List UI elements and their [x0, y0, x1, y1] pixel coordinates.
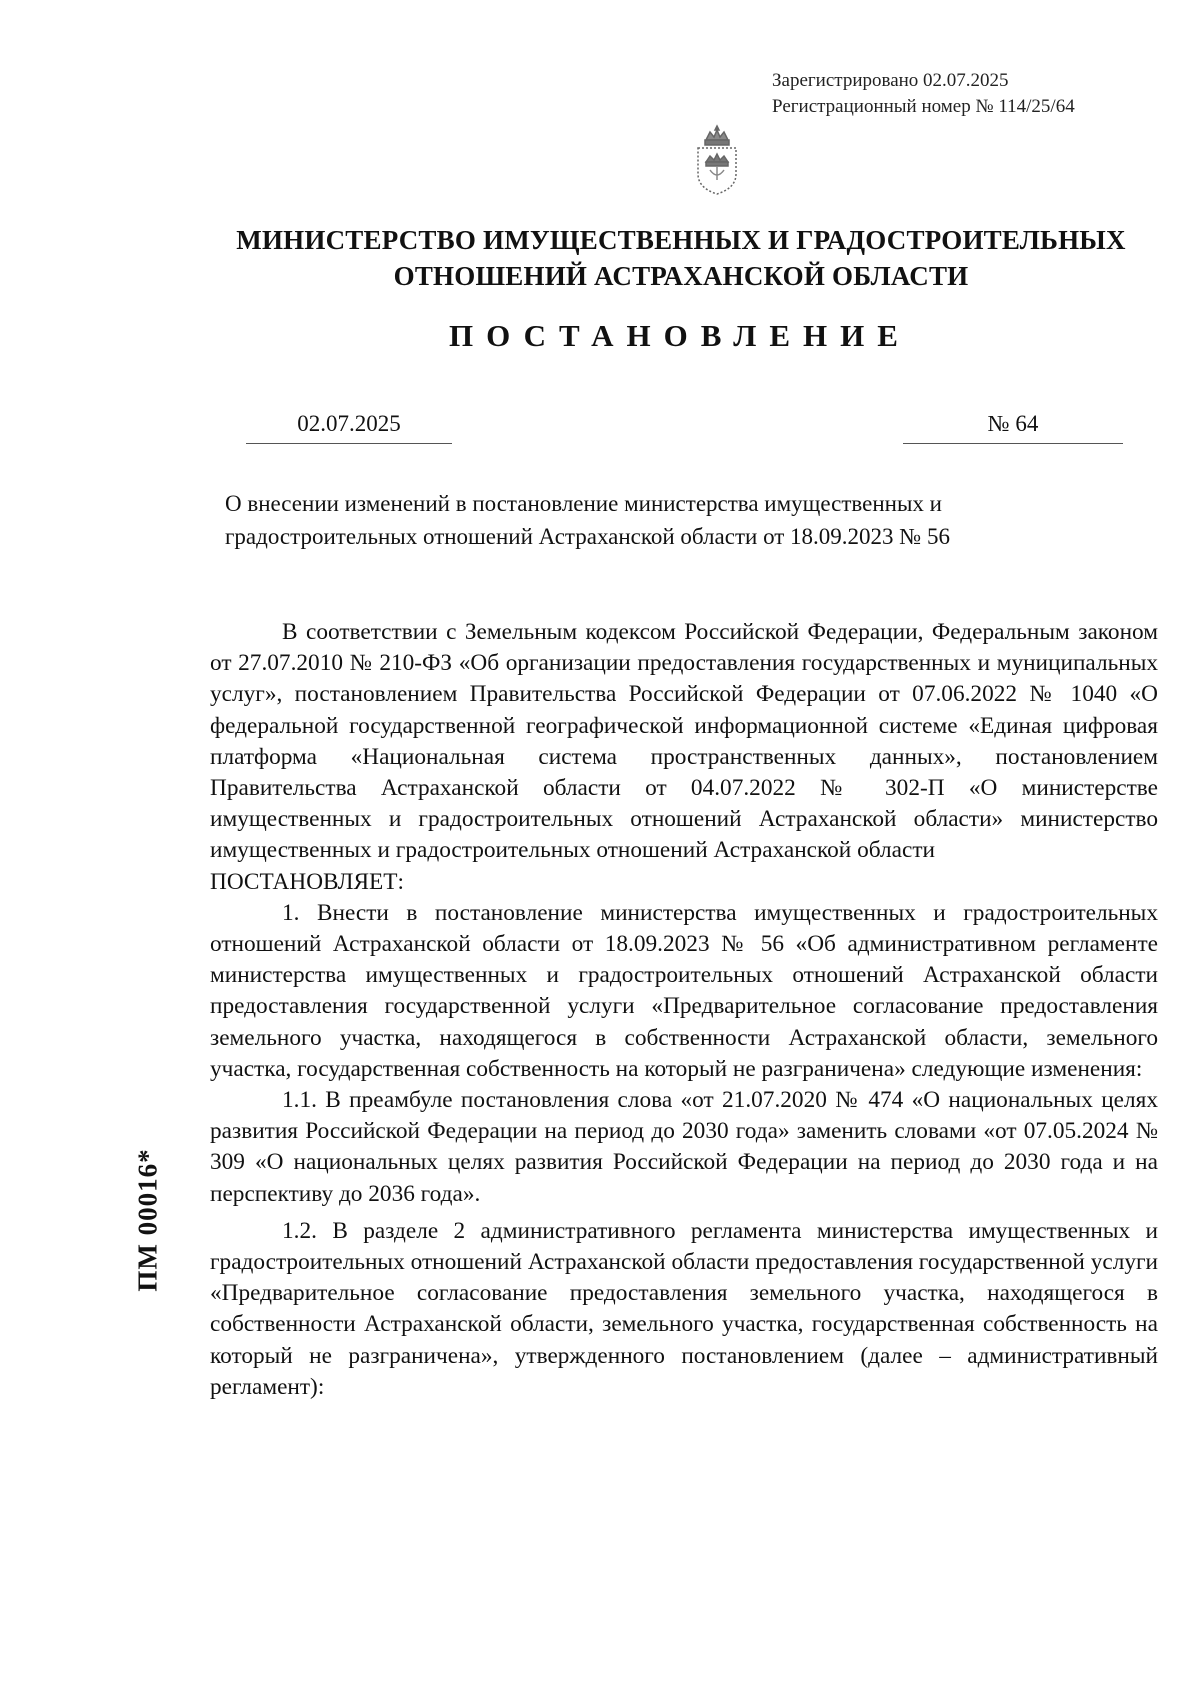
subject-line-1: О внесении изменений в постановление министерства имущественных и [225, 491, 942, 516]
decree-word: ПОСТАНОВЛЯЕТ: [210, 868, 404, 895]
ministry-title-line-1: МИНИСТЕРСТВО ИМУЩЕСТВЕННЫХ И ГРАДОСТРОИТЕЛЬНЫХ [236, 225, 1126, 255]
item-1-2-paragraph: 1.2. В разделе 2 административного регламента министерства имущественных и градостроительных отношений Астраханской области предоставления государственной услуги «Предварительное согласование предоставления земельного участка, находящегося в собственности Астраханской области, земельного участка, государственная собственность на который не разграничена», утвержденного постановлением (далее – административный регламент): [210, 1217, 1158, 1400]
item-1-1-paragraph: 1.1. В преамбуле постановления слова «от 21.07.2020 № 474 «О национальных целях развития Российской Федерации на период до 2030 года» заменить словами «от 07.05.2024 № 309 «О национальных целях развития Российской Федерации на период до 2030 года и на перспективу до 2036 года». [210, 1087, 1158, 1207]
item-1-paragraph: 1. Внести в постановление министерства имущественных и градостроительных отношений Астраханской области от 18.09.2023 № 56 «Об административном регламенте министерства имущественных и градостроительных отношений Астраханской области предоставления государственной услуги «Предварительное согласование предоставления земельного участка, находящегося в собственности Астраханской области, земельного участка, государственная собственность на который не разграничена» следующие изменения: [210, 899, 1158, 1082]
ministry-title [180, 222, 1182, 294]
document-date: 02.07.2025 [246, 409, 452, 444]
preamble-paragraph: В соответствии с Земельным кодексом Российской Федерации, Федеральным законом от 27.07.2010 № 210-ФЗ «Об организации предоставления государственных и муниципальных услуг», постановлением Правительства Российской Федерации от 07.06.2022 № 1040 «О федеральной государственной географической информационной системе «Единая цифровая платформа «Национальная система пространственных данных», постановлением Правительства Астраханской области от 04.07.2022 № 302-П «О министерстве имущественных и градостроительных отношений Астраханской области» министерство имущественных и градостроительных отношений Астраханской области [210, 619, 1158, 864]
registration-stamp [772, 68, 1075, 120]
subject-line-2: градостроительных отношений Астраханской области от 18.09.2023 № 56 [225, 524, 951, 549]
document-type-heading: ПОСТАНОВЛЕНИЕ [449, 318, 911, 353]
registration-date: Зарегистрировано 02.07.2025 [772, 70, 1009, 91]
vertical-side-mark: ПМ 00016* [132, 1148, 163, 1292]
ministry-title-line-2: ОТНОШЕНИЙ АСТРАХАНСКОЙ ОБЛАСТИ [393, 261, 969, 291]
coat-of-arms-icon [690, 122, 744, 200]
document-subject [225, 487, 1185, 553]
registration-number: Регистрационный номер № 114/25/64 [772, 96, 1075, 117]
document-number: № 64 [903, 409, 1123, 444]
document-body [210, 617, 1158, 1403]
